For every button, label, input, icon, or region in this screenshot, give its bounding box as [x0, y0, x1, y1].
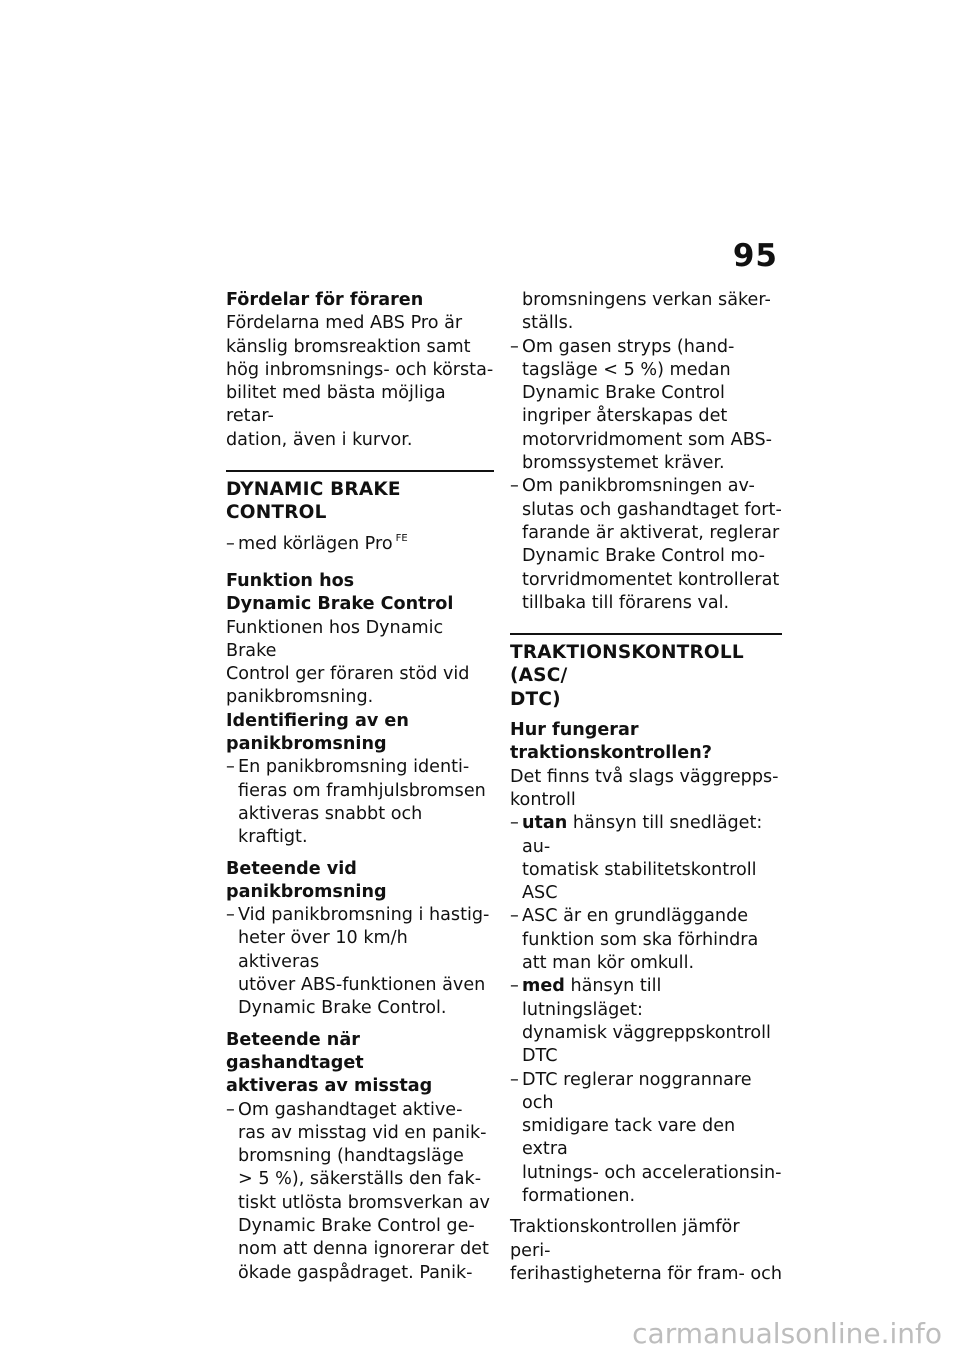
list-item-behavior: [226, 904, 494, 1020]
left-column: [226, 289, 494, 1285]
text-line: Om panikbromsningen av-: [522, 476, 755, 497]
text-line: Dynamic Brake Control mo-: [522, 546, 766, 567]
list-item-without: [510, 812, 782, 905]
text-line: Hur fungerar: [510, 720, 639, 741]
text-line: utöver ABS-funktionen även: [238, 975, 486, 996]
heading-function: [226, 570, 494, 617]
text-line: bromsningens verkan säker-: [522, 290, 771, 310]
dash: –: [510, 476, 519, 497]
text-line: bilitet med bästa möjliga retar-: [226, 383, 446, 427]
dash: –: [226, 905, 235, 926]
text-line: tomatisk stabilitetskontroll: [522, 859, 757, 880]
text-line: Dynamic Brake Control.: [238, 998, 447, 1019]
text-line: panikbromsning: [226, 734, 387, 755]
text-line: [522, 812, 782, 859]
text-line: Vid panikbromsning i hastig-: [238, 905, 490, 926]
mode-text: med körlägen Pro: [238, 533, 393, 554]
dash: –: [510, 336, 519, 357]
text-line: Dynamic Brake Control ge-: [238, 1215, 475, 1236]
text-line: ferihastigheterna för fram- och: [510, 1263, 782, 1284]
text-line: Om gashandtaget aktive-: [238, 1099, 463, 1120]
list-item-continued: [510, 289, 782, 336]
text-line: En panikbromsning identi-: [238, 757, 470, 778]
list-item-braking-ended: [510, 475, 782, 615]
text-line: DTC reglerar noggrannare och: [522, 1069, 752, 1113]
text-span: hänsyn till snedläget: au-: [522, 813, 763, 857]
text-line: Dynamic Brake Control: [522, 383, 725, 404]
text-line: funktion som ska förhindra: [522, 929, 759, 950]
list-item-throttle-closed: [510, 336, 782, 476]
text-line: smidigare tack vare den extra: [522, 1116, 736, 1160]
text-line: känslig bromsreaktion samt: [226, 336, 471, 357]
list-item-throttle: [226, 1099, 494, 1285]
text-line: dynamisk väggreppskontroll: [522, 1022, 771, 1043]
text-line: motorvridmoment som ABS-: [522, 429, 772, 450]
mode-note: [226, 533, 494, 556]
text-line: Traktionskontrollen jämför peri-: [510, 1217, 740, 1261]
dash: –: [226, 1099, 235, 1120]
text-line: tagsläge < 5 %) medan: [522, 359, 731, 380]
text-line: Identifiering av en: [226, 710, 409, 731]
dash: –: [510, 976, 519, 997]
text-line: tillbaka till förarens val.: [522, 592, 730, 613]
heading-how-works: [510, 719, 782, 766]
heading-identification: [226, 710, 494, 757]
text-line: Om gasen stryps (hand-: [522, 336, 735, 357]
text-line: ökade gaspådraget. Panik-: [238, 1262, 473, 1283]
dash: –: [510, 1069, 519, 1090]
heading-throttle: [226, 1029, 494, 1099]
text-line: panikbromsning.: [226, 687, 374, 708]
text-line: traktionskontrollen?: [510, 743, 712, 764]
text-line: Dynamic Brake Control: [226, 594, 454, 615]
mode-superscript: FE: [395, 532, 408, 544]
text-line: Funktion hos: [226, 570, 355, 591]
text-line: [522, 975, 782, 1022]
paragraph-advantages: [226, 312, 494, 452]
text-line: slutas och gashandtaget fort-: [522, 499, 782, 520]
text-line: aktiveras av misstag: [226, 1076, 433, 1097]
text-line: ASC: [522, 883, 558, 904]
text-line: Beteende när gashandtaget: [226, 1029, 364, 1073]
heading-advantages: Fördelar för föraren: [226, 290, 424, 310]
list-item-identification: [226, 756, 494, 849]
text-line: aktiveras snabbt och kraftigt.: [238, 803, 423, 848]
text-line: att man kör omkull.: [522, 953, 695, 974]
right-column: [510, 289, 782, 1286]
text-line: ras av misstag vid en panik-: [238, 1122, 487, 1143]
text-line: DTC): [510, 688, 561, 710]
list-item-with: [510, 975, 782, 1068]
text-line: lutnings- och accelerationsin-: [522, 1162, 782, 1183]
text-line: farande är aktiverat, reglerar: [522, 522, 780, 543]
section-title-dbc: DYNAMIC BRAKE CONTROL: [226, 470, 494, 525]
list-item-dtc: [510, 1069, 782, 1209]
dash: –: [510, 813, 519, 834]
section-title-traction: [510, 633, 782, 711]
text-line: bromssystemet kräver.: [522, 453, 725, 474]
page-number: 95: [732, 238, 778, 274]
text-line: ASC är en grundläggande: [522, 906, 749, 927]
text-span: hänsyn till lutningsläget:: [522, 976, 662, 1020]
text-line: > 5 %), säkerställs den fak-: [238, 1169, 482, 1190]
paragraph-function: [226, 617, 494, 710]
text-line: fieras om framhjulsbromsen: [238, 780, 486, 801]
text-line: tiskt utlösta bromsverkan av: [238, 1192, 490, 1213]
paragraph-types: [510, 766, 782, 813]
text-line: hög inbromsnings- och körsta-: [226, 359, 494, 380]
text-line: heter över 10 km/h aktiveras: [238, 928, 408, 972]
text-line: ingriper återskapas det: [522, 406, 728, 427]
dash: –: [226, 757, 235, 778]
text-line: DTC: [522, 1046, 558, 1067]
list-item-asc: [510, 905, 782, 975]
watermark: carmanualsonline.info: [632, 1317, 942, 1350]
heading-behavior: Beteende vid panikbromsning: [226, 858, 387, 902]
paragraph-compare: [510, 1216, 782, 1286]
text-line: dation, även i kurvor.: [226, 429, 413, 450]
text-line: Control ger föraren stöd vid: [226, 664, 470, 685]
text-line: TRAKTIONSKONTROLL (ASC/: [510, 642, 744, 687]
text-line: ställs.: [522, 313, 574, 334]
text-line: torvridmomentet kontrollerat: [522, 569, 780, 590]
text-line: bromsning (handtagsläge: [238, 1146, 464, 1167]
text-line: Fördelarna med ABS Pro är: [226, 313, 463, 334]
text-line: Funktionen hos Dynamic Brake: [226, 617, 444, 661]
text-line: Det finns två slags väggrepps-: [510, 766, 779, 787]
dash: –: [226, 533, 235, 554]
bold-term: med: [522, 976, 565, 997]
text-line: kontroll: [510, 789, 576, 810]
text-line: formationen.: [522, 1185, 636, 1206]
bold-term: utan: [522, 813, 568, 834]
text-line: nom att denna ignorerar det: [238, 1239, 489, 1260]
dash: –: [510, 906, 519, 927]
